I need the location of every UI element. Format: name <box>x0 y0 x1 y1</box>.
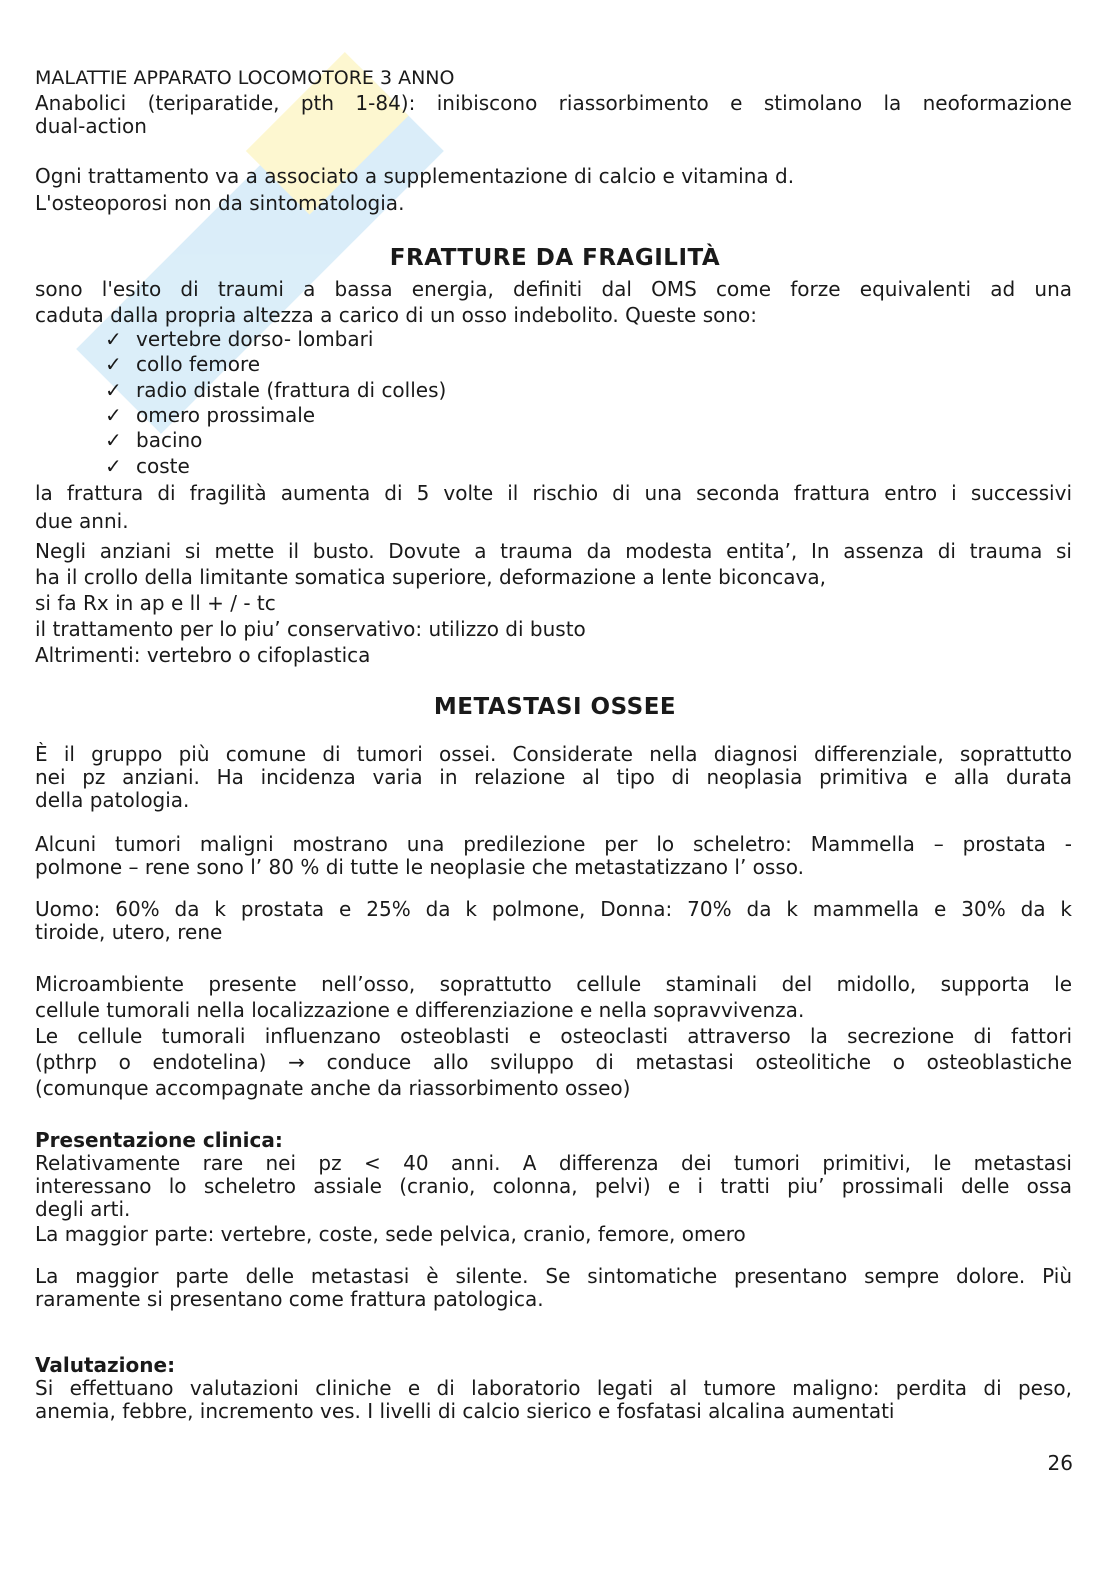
paragraph-line: Microambiente presente nell’osso, soprattutto cellule staminali del midollo, supporta le <box>35 972 1072 996</box>
paragraph-line: degli arti. <box>35 1197 131 1221</box>
paragraph-line: Si effettuano valutazioni cliniche e di laboratorio legati al tumore maligno: perdita di peso, <box>35 1376 1072 1400</box>
paragraph-line: Negli anziani si mette il busto. Dovute a trauma da modesta entita’, In assenza di trauma si <box>35 539 1072 563</box>
checkmark-icon: ✓ <box>105 352 122 376</box>
page-number: 26 <box>1047 1451 1073 1475</box>
list-item <box>105 378 446 402</box>
paragraph-line: La maggior parte: vertebre, coste, sede pelvica, cranio, femore, omero <box>35 1222 746 1246</box>
paragraph-line: caduta dalla propria altezza a carico di un osso indebolito. Queste sono: <box>35 303 758 327</box>
paragraph-line: Anabolici (teriparatide, pth 1-84): inibiscono riassorbimento e stimolano la neoformazione <box>35 91 1072 115</box>
paragraph-line: tiroide, utero, rene <box>35 920 223 944</box>
paragraph-line: anemia, febbre, incremento ves. I livelli di calcio sierico e fosfatasi alcalina aumentati <box>35 1399 895 1423</box>
paragraph-line: polmone – rene sono l’ 80 % di tutte le neoplasie che metastatizzano l’ osso. <box>35 855 804 879</box>
subheading-valutazione: Valutazione: <box>35 1353 176 1377</box>
paragraph-line: ha il crollo della limitante somatica superiore, deformazione a lente biconcava, <box>35 565 826 589</box>
paragraph-line: (comunque accompagnate anche da riassorbimento osseo) <box>35 1076 631 1100</box>
list-item-label: vertebre dorso- lombari <box>136 327 374 351</box>
paragraph-line: Alcuni tumori maligni mostrano una predilezione per lo scheletro: Mammella – prostata - <box>35 832 1072 856</box>
section-heading-metastasi: METASTASI OSSEE <box>433 694 677 720</box>
checkmark-icon: ✓ <box>105 428 122 452</box>
paragraph-line: È il gruppo più comune di tumori ossei. Considerate nella diagnosi differenziale, soprattutto <box>35 742 1072 766</box>
list-item-label: radio distale (frattura di colles) <box>136 378 447 402</box>
paragraph-line: due anni. <box>35 509 129 533</box>
checkmark-icon: ✓ <box>105 454 122 478</box>
list-item <box>105 454 190 478</box>
paragraph-line: (pthrp o endotelina) → conduce allo sviluppo di metastasi osteolitiche o osteoblastiche <box>35 1050 1072 1074</box>
paragraph-line: L'osteoporosi non da sintomatologia. <box>35 191 405 215</box>
paragraph-line: cellule tumorali nella localizzazione e differenziazione e nella sopravvivenza. <box>35 998 805 1022</box>
list-item-label: bacino <box>136 428 203 452</box>
paragraph-line: la frattura di fragilità aumenta di 5 volte il rischio di una seconda frattura entro i successivi <box>35 481 1072 505</box>
checkmark-icon: ✓ <box>105 403 122 427</box>
paragraph-line: sono l'esito di traumi a bassa energia, definiti dal OMS come forze equivalenti ad una <box>35 277 1072 301</box>
list-item <box>105 327 373 351</box>
checkmark-icon: ✓ <box>105 327 122 351</box>
paragraph-line: raramente si presentano come frattura patologica. <box>35 1287 544 1311</box>
checkmark-icon: ✓ <box>105 378 122 402</box>
section-heading-fratture: FRATTURE DA FRAGILITÀ <box>389 245 721 271</box>
list-item <box>105 403 315 427</box>
paragraph-line: Le cellule tumorali influenzano osteoblasti e osteoclasti attraverso la secrezione di fattori <box>35 1024 1072 1048</box>
paragraph-line: Ogni trattamento va a associato a supplementazione di calcio e vitamina d. <box>35 164 795 188</box>
list-item-label: collo femore <box>136 352 261 376</box>
list-item <box>105 352 260 376</box>
paragraph-line: La maggior parte delle metastasi è silente. Se sintomatiche presentano sempre dolore. Più <box>35 1264 1072 1288</box>
paragraph-line: interessano lo scheletro assiale (cranio, colonna, pelvi) e i tratti piu’ prossimali delle ossa <box>35 1174 1072 1198</box>
paragraph-line: il trattamento per lo piu’ conservativo: utilizzo di busto <box>35 617 586 641</box>
paragraph-line: della patologia. <box>35 788 190 812</box>
list-item <box>105 428 202 452</box>
list-item-label: omero prossimale <box>136 403 316 427</box>
paragraph-line: Relativamente rare nei pz < 40 anni. A differenza dei tumori primitivi, le metastasi <box>35 1151 1072 1175</box>
subheading-presentazione: Presentazione clinica: <box>35 1128 283 1152</box>
paragraph-line: dual-action <box>35 114 147 138</box>
list-item-label: coste <box>136 454 190 478</box>
document-header: MALATTIE APPARATO LOCOMOTORE 3 ANNO <box>35 67 455 89</box>
paragraph-line: Uomo: 60% da k prostata e 25% da k polmone, Donna: 70% da k mammella e 30% da k <box>35 897 1072 921</box>
paragraph-line: si fa Rx in ap e ll + / - tc <box>35 591 276 615</box>
paragraph-line: nei pz anziani. Ha incidenza varia in relazione al tipo di neoplasia primitiva e alla durata <box>35 765 1072 789</box>
paragraph-line: Altrimenti: vertebro o cifoplastica <box>35 643 371 667</box>
